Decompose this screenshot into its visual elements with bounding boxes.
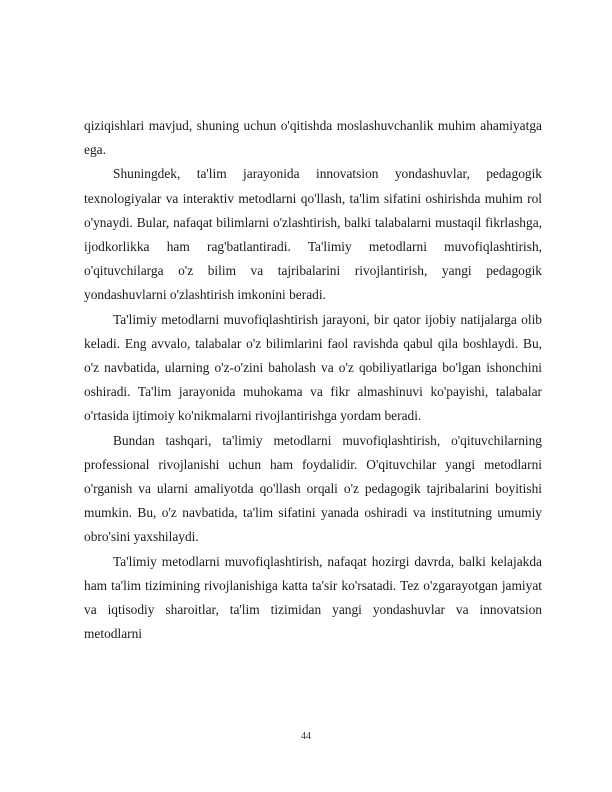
paragraph-continued: qiziqishlari mavjud, shuning uchun o'qitishda moslashuvchanlik muhim ahamiyatga ega. xyxy=(84,118,542,158)
body-text xyxy=(84,114,542,646)
paragraph-future-impact: Ta'limiy metodlarni muvofiqlashtirish, nafaqat hozirgi davrda, balki kelajakda ham ta'lim tizimining rivojlanishiga katta ta'sir ko'rsatadi. Tez o'zgarayotgan jamiyat va iqtisodiy sharoitlar, ta'lim tizimidan yangi yondashuvlar va innovatsion metodlarni xyxy=(84,553,542,642)
paragraph-positive-results: Ta'limiy metodlarni muvofiqlashtirish jarayoni, bir qator ijobiy natijalarga olib keladi. Eng avvalo, talabalar o'z bilimlarini faol ravishda qabul qila boshlaydi. Bu, o'z navbatida, ularning o'z-o'zini baholash va o'z qobiliyatlariga bo'lgan ishonchini oshiradi. Ta'lim jarayonida muhokama va fikr almashinuvi ko'payishi, talabalar o'rtasida ijtimoiy ko'nikmalarni rivojlantirishga yordam beradi. xyxy=(84,311,542,424)
page-number: 44 xyxy=(301,731,311,742)
paragraph-teacher-development: Bundan tashqari, ta'limiy metodlarni muvofiqlashtirish, o'qituvchilarning professional rivojlanishi uchun ham foydalidir. O'qituvchilar yangi metodlarni o'rganish va ularni amaliyotda qo'llash orqali o'z pedagogik tajribalarini boyitishi mumkin. Bu, o'z navbatida, ta'lim sifatini yanada oshiradi va institutning umumiy obro'sini yaxshilaydi. xyxy=(84,432,542,545)
paragraph-innovative-approaches: Shuningdek, ta'lim jarayonida innovatsion yondashuvlar, pedagogik texnologiyalar va interaktiv metodlarni qo'llash, ta'lim sifatini oshirishda muhim rol o'ynaydi. Bular, nafaqat bilimlarni o'zlashtirish, balki talabalarni mustaqil fikrlashga, ijodkorlikka ham rag'batlantiradi. Ta'limiy metodlarni muvofiqlashtirish, o'qituvchilarga o'z bilim va tajribalarini rivojlantirish, yangi pedagogik yondashuvlarni o'zlashtirish imkonini beradi. xyxy=(84,166,542,303)
